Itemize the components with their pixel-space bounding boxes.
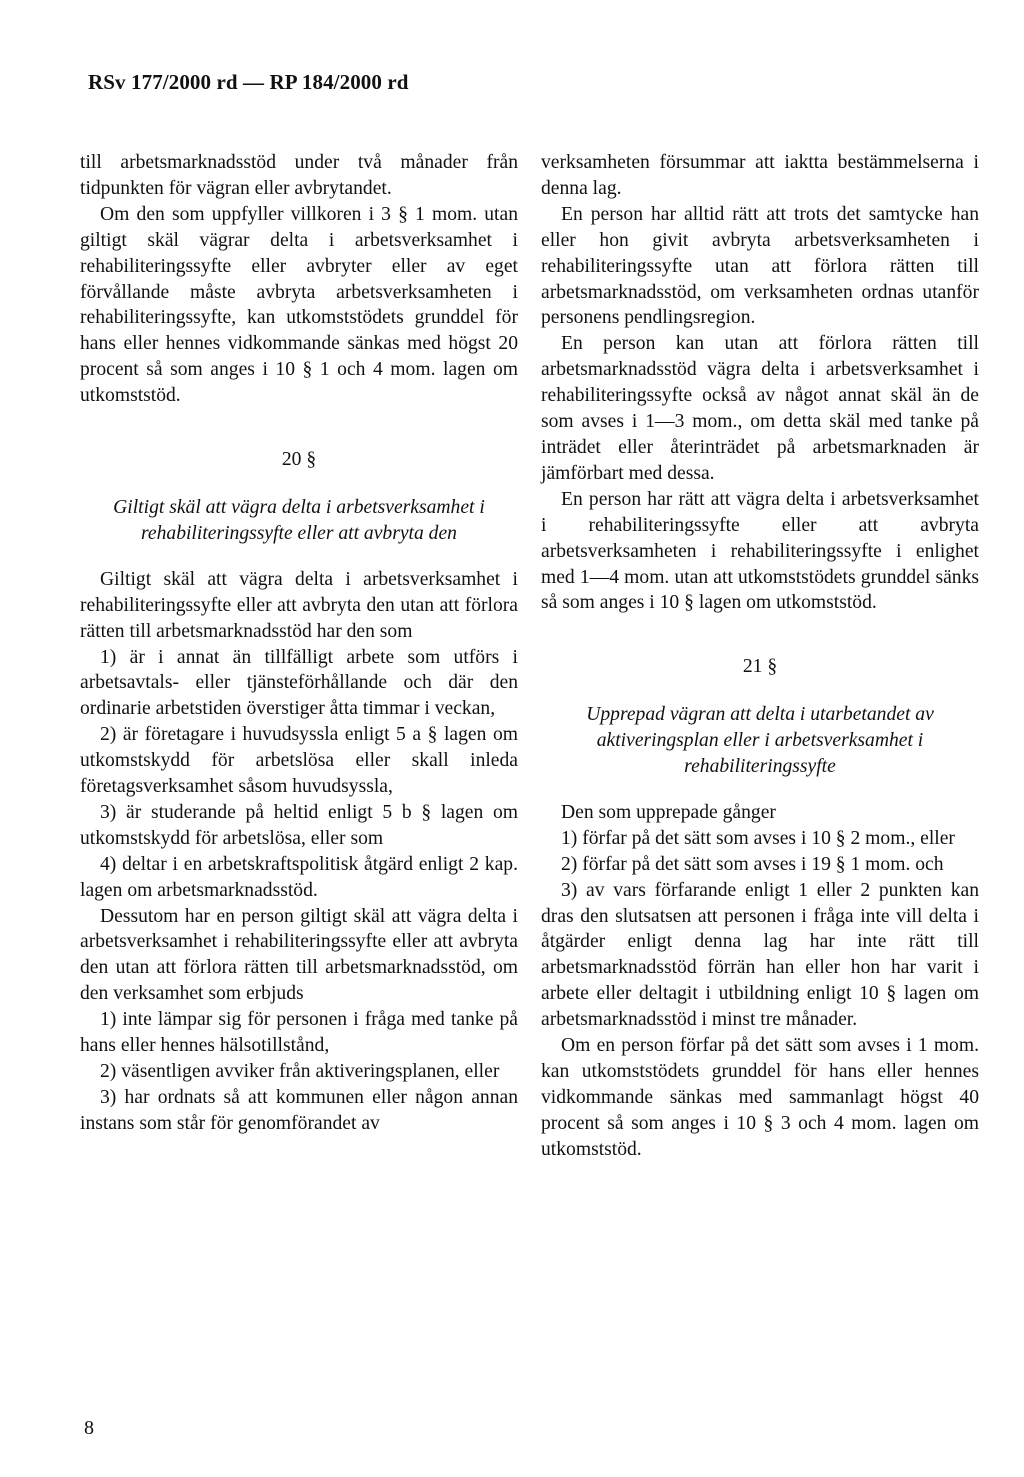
section-title: Upprepad vägran att delta i utarbetandet av aktiveringsplan eller i arbetsverksamhet i rehabiliteringssyfte — [586, 704, 934, 778]
list-item: 1) förfar på det sätt som avses i 10 § 2 mom., eller — [561, 827, 955, 849]
section-title: Giltigt skäl att vägra delta i arbetsverksamhet i rehabiliteringssyfte eller att avbryta den — [113, 496, 485, 544]
section-number: 21 § — [742, 656, 778, 678]
list-item: 3) har ordnats så att kommunen eller någon annan instans som står för genomförandet av — [80, 1086, 518, 1134]
list-item: 3) av vars förfarande enligt 1 eller 2 punkten kan dras den slutsatsen att personen i fråga inte vill delta i åtgärder enligt denna lag har inte rätt till arbetsmarknadsstöd förrän han eller hon har varit i arbete eller deltagit i utbildning enligt 10 § lagen om arbetsmarknadsstöd i minst tre månader. — [541, 879, 979, 1031]
page-number: 8 — [84, 1417, 94, 1439]
paragraph: till arbetsmarknadsstöd under två månader från tidpunkten för vägran eller avbrytandet. — [80, 152, 518, 199]
paragraph: En person har alltid rätt att trots det samtycke han eller hon givit avbryta arbetsverksamheten i rehabiliteringssyfte utan att förlora rätten till arbetsmarknadsstöd, om verksamheten ordnas utanför personens pendlingsregion. — [541, 203, 979, 329]
right-column — [541, 150, 979, 1163]
list-item: 2) förfar på det sätt som avses i 19 § 1 mom. och — [561, 853, 944, 875]
left-column — [80, 150, 518, 1137]
running-header: RSv 177/2000 rd — RP 184/2000 rd — [88, 70, 409, 94]
paragraph: Den som upprepade gånger — [561, 801, 776, 823]
list-item: 1) inte lämpar sig för personen i fråga med tanke på hans eller hennes hälsotillstånd, — [80, 1009, 518, 1057]
section-number: 20 § — [281, 449, 317, 471]
list-item: 2) är företagare i huvudsyssla enligt 5 a § lagen om utkomstskydd för arbetslösa eller skall inleda företagsverksamhet såsom huvudsyssla, — [80, 724, 518, 798]
paragraph: verksamheten försummar att iaktta bestämmelserna i denna lag. — [541, 152, 979, 199]
list-item: 4) deltar i en arbetskraftspolitisk åtgärd enligt 2 kap. lagen om arbetsmarknadsstöd. — [80, 853, 518, 901]
paragraph: En person har rätt att vägra delta i arbetsverksamhet i rehabiliteringssyfte eller att avbryta arbetsverksamheten i rehabiliteringssyfte i enlighet med 1—4 mom. utan att utkomststödets grunddel sänks så som anges i 10 § lagen om utkomststöd. — [541, 488, 979, 614]
paragraph: Om den som uppfyller villkoren i 3 § 1 mom. utan giltigt skäl vägrar delta i arbetsverksamhet i rehabiliteringssyfte eller avbryter eller av eget förvållande måste avbryta arbetsverksamheten i rehabiliteringssyfte, kan utkomststödets grunddel för hans eller hennes vidkommande sänkas med högst 20 procent så som anges i 10 § 1 och 4 mom. lagen om utkomststöd. — [80, 203, 518, 407]
paragraph: Om en person förfar på det sätt som avses i 1 mom. kan utkomststödets grunddel för hans eller hennes vidkommande sänkas med sammanlagt högst 40 procent så som anges i 10 § 3 och 4 mom. lagen om utkomststöd. — [541, 1035, 979, 1160]
paragraph: Giltigt skäl att vägra delta i arbetsverksamhet i rehabiliteringssyfte eller att avbryta den utan att förlora rätten till arbetsmarknadsstöd har den som — [80, 568, 518, 642]
paragraph: Dessutom har en person giltigt skäl att vägra delta i arbetsverksamhet i rehabiliteringssyfte eller att avbryta den utan att förlora rätten till arbetsmarknadsstöd, om den verksamhet som erbjuds — [80, 905, 518, 1005]
paragraph: En person kan utan att förlora rätten till arbetsmarknadsstöd vägra delta i arbetsverksamhet i rehabiliteringssyfte också av något annat skäl än de som avses i 1—3 mom., om detta skäl med tanke på inträdet eller återinträdet på arbetsmarknaden är jämförbart med dessa. — [541, 333, 979, 484]
list-item: 3) är studerande på heltid enligt 5 b § lagen om utkomstskydd för arbetslösa, eller som — [80, 801, 518, 849]
list-item: 1) är i annat än tillfälligt arbete som utförs i arbetsavtals- eller tjänsteförhållande och där den ordinarie arbetstiden överstiger åtta timmar i veckan, — [80, 646, 518, 720]
list-item: 2) väsentligen avviker från aktiveringsplanen, eller — [100, 1061, 500, 1082]
